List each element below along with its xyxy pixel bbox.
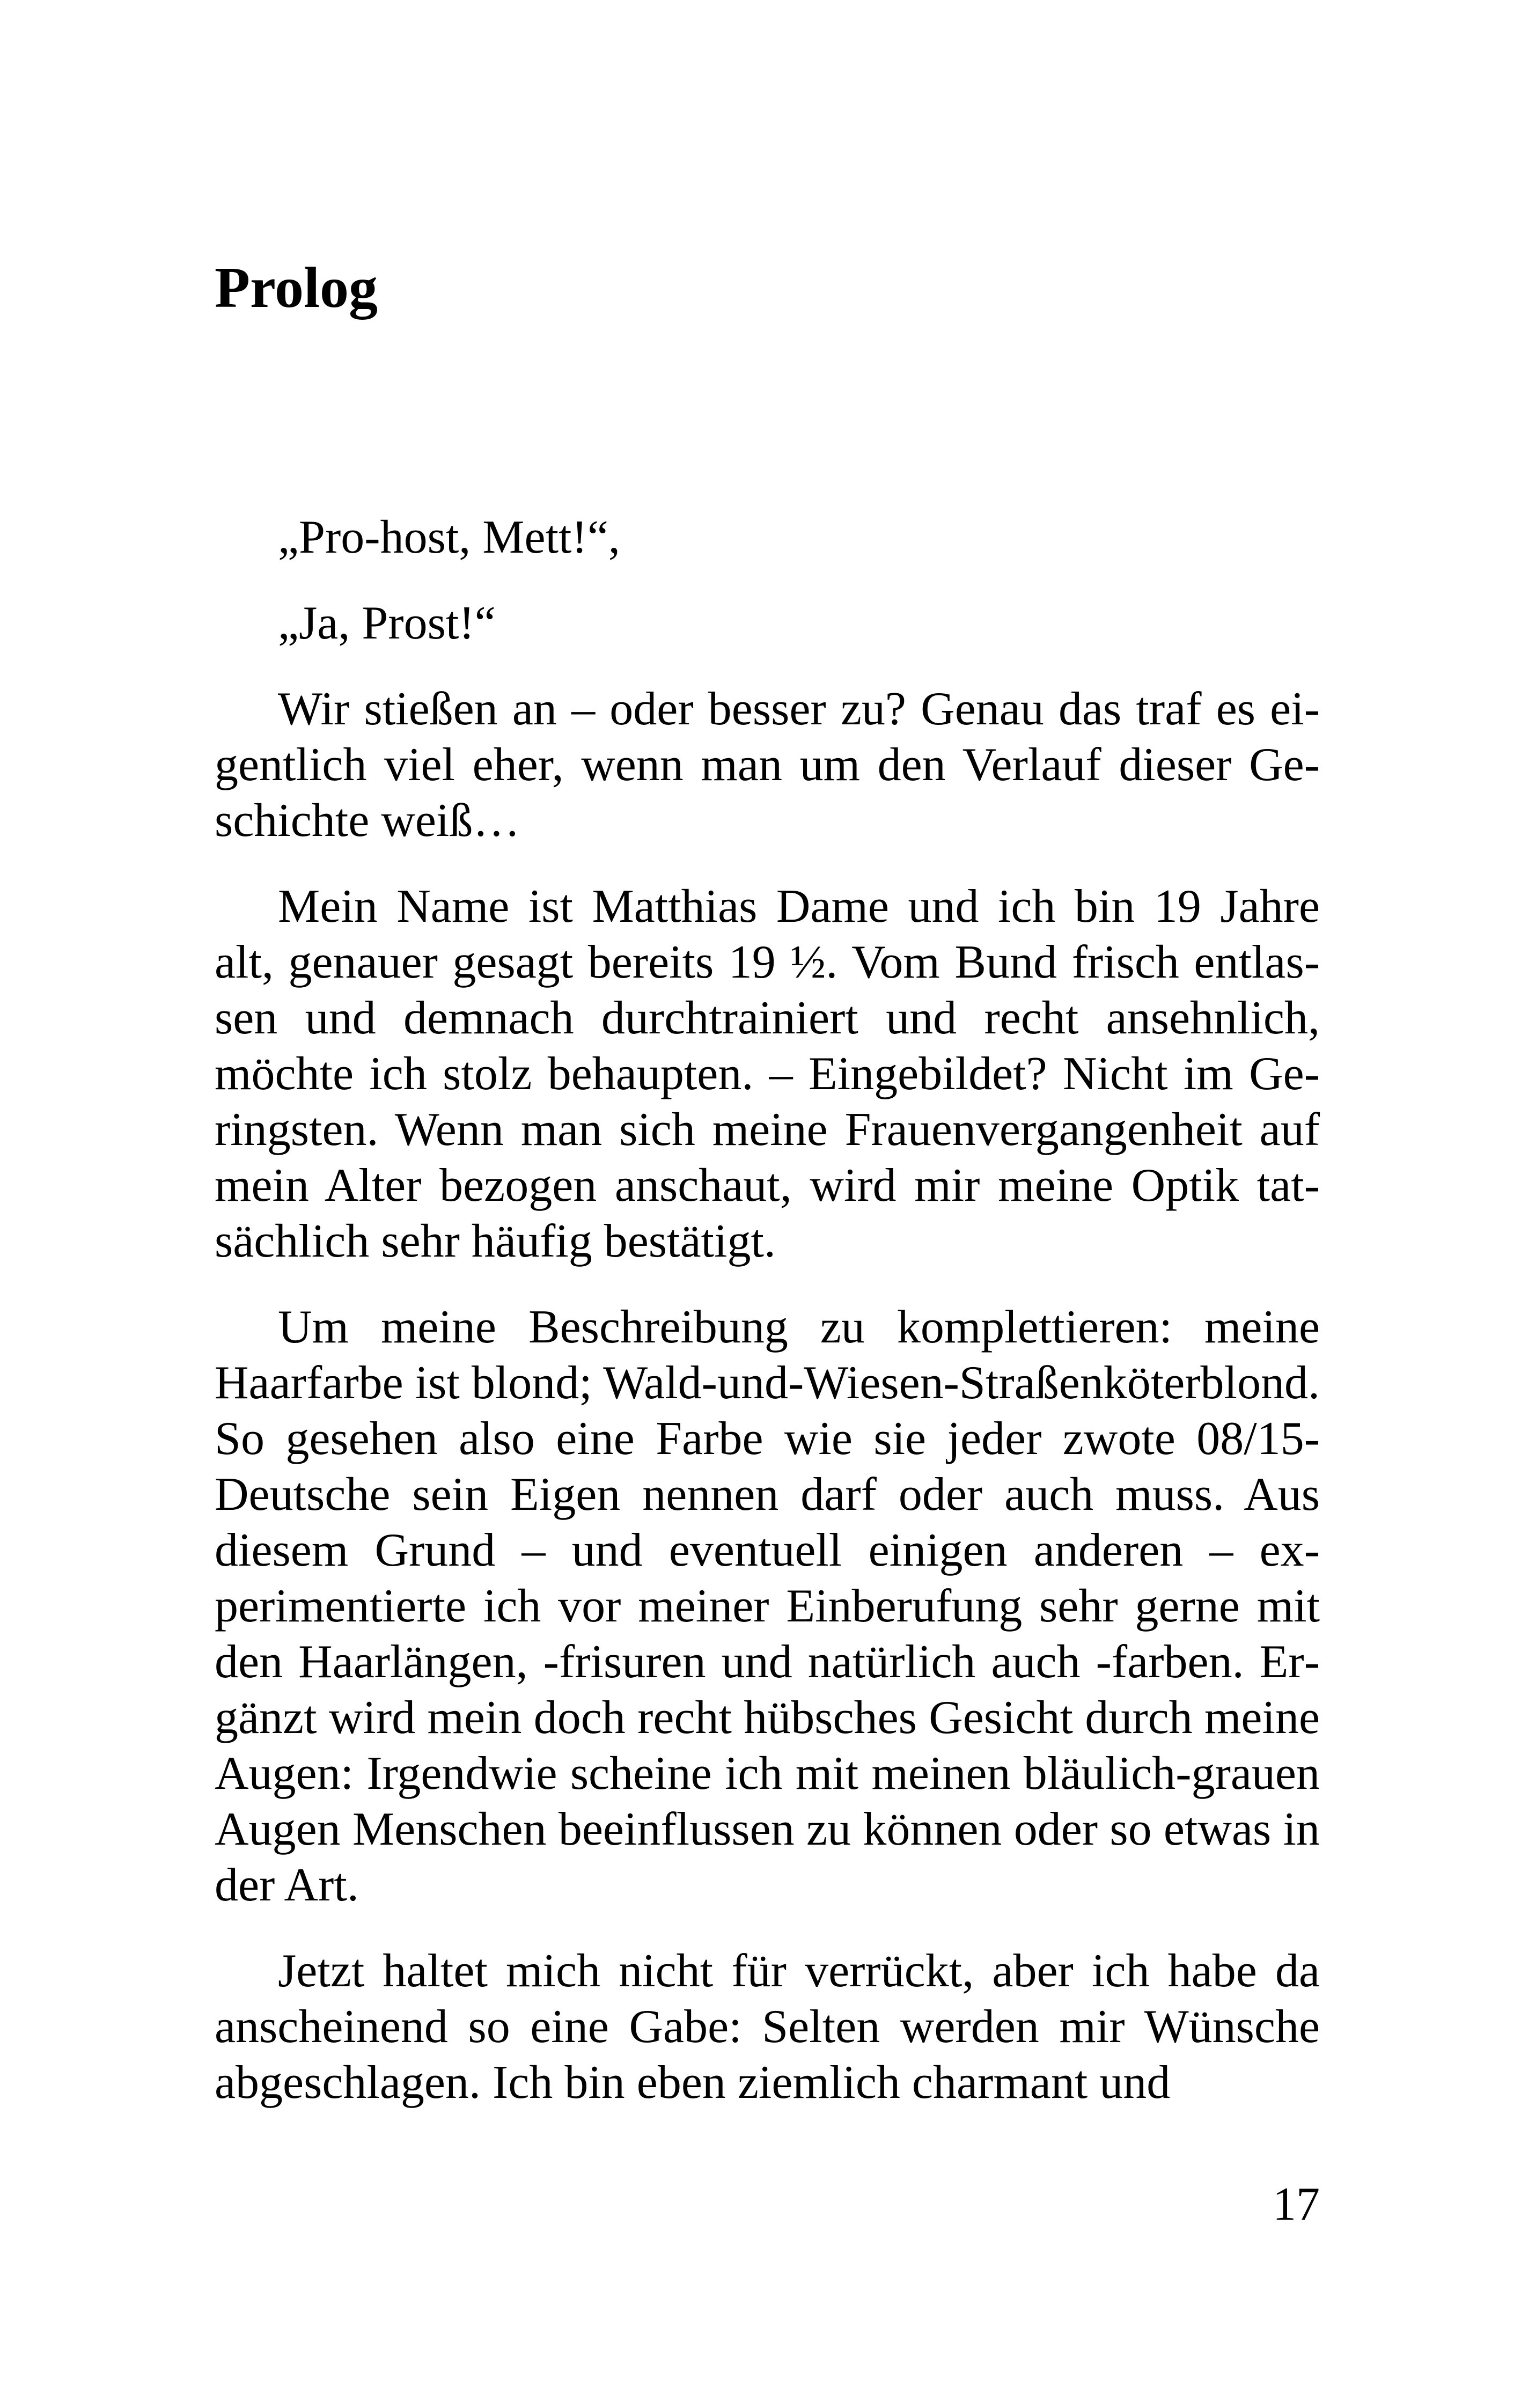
chapter-title: Prolog <box>215 256 378 320</box>
paragraph: Mein Name ist Matthias Dame und ich bin 19 Jahre alt, genauer gesagt bereits 19 ½. Vom Bund frisch entlassen und demnach durchtrainiert und recht ansehnlich, möchte ich stolz behaupten. – Eingebildet? Nicht im Geringsten. Wenn man sich meine Frauenvergangenheit auf mein Alter bezogen anschaut, wird mir meine Optik tatsächlich sehr häufig bestätigt. <box>215 880 1320 1267</box>
dialog-line: „Ja, Prost!“ <box>278 597 496 649</box>
page-number: 17 <box>1273 2178 1320 2230</box>
paragraph: Um meine Beschreibung zu komplettieren: meine Haarfarbe ist blond; Wald-und-Wiesen-Straßenköterblond. So gesehen also eine Farbe wie sie jeder zwote 08/15-Deutsche sein Eigen nennen darf oder auch muss. Aus diesem Grund – und eventuell einigen anderen – experimentierte ich vor meiner Einberufung sehr gerne mit den Haarlängen, -frisuren und natürlich auch -farben. Ergänzt wird mein doch recht hübsches Gesicht durch meine Augen: Irgendwie scheine ich mit meinen bläulich-grauen Augen Menschen beeinflussen zu können oder so etwas in der Art. <box>215 1301 1320 1911</box>
paragraph: Jetzt haltet mich nicht für verrückt, aber ich habe da anscheinend so eine Gabe: Selten werden mir Wünsche abgeschlagen. Ich bin eben ziemlich charmant und <box>215 1945 1320 2109</box>
dialog-line: „Pro-host, Mett!“, <box>278 511 620 563</box>
body-text <box>215 510 1320 2111</box>
paragraph: Wir stießen an – oder besser zu? Genau das traf es eigentlich viel eher, wenn man um den Verlauf dieser Geschichte weiß… <box>215 683 1320 847</box>
